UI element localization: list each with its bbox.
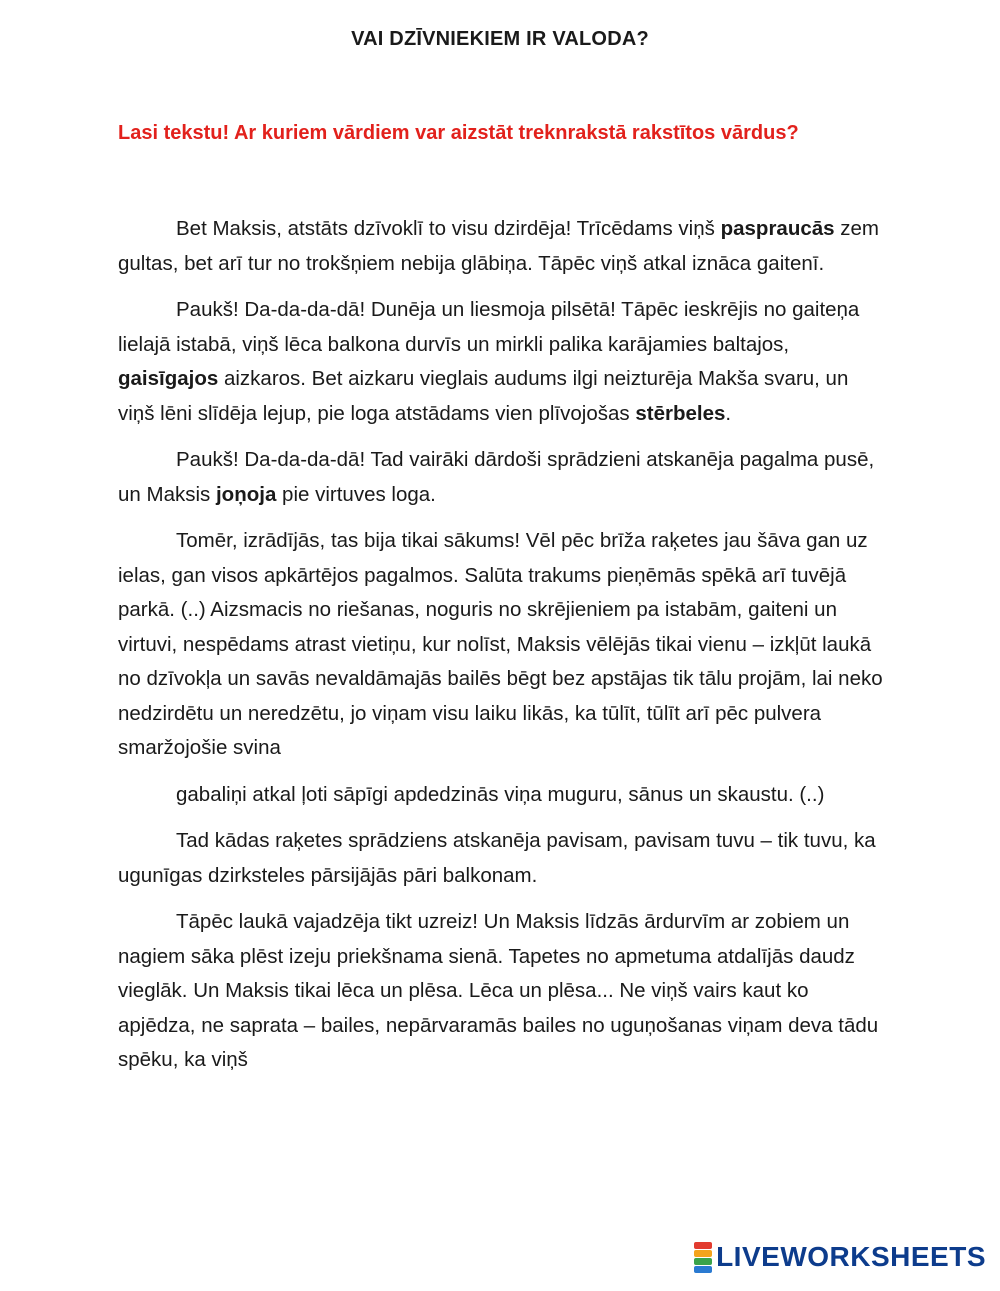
instruction-text: Lasi tekstu! Ar kuriem vārdiem var aizstāt treknrakstā rakstītos vārdus? [118, 122, 799, 144]
story-text [118, 212, 886, 1090]
paragraph-5: gabaliņi atkal ļoti sāpīgi apdedzinās viņa muguru, sānus un skaustu. (..) [176, 782, 825, 806]
paragraph-6: Tad kādas raķetes sprādziens atskanēja pavisam, pavisam tuvu – tik tuvu, ka ugunīgas dzirksteles pārsijājās pāri balkonam. [118, 829, 876, 887]
page-title: VAI DZĪVNIEKIEM IR VALODA? [351, 28, 649, 50]
paragraph-4: Tomēr, izrādījās, tas bija tikai sākums! Vēl pēc brīža raķetes jau šāva gan uz ielas, gan visos apkārtējos pagalmos. Salūta trakums pieņēmās spēkā arī tuvējā parkā. (..) Aizsmacis no riešanas, noguris no skrējieniem pa istabām, gaiteni un virtuvi, nespēdams atrast vietiņu, kur nolīst, Maksis vēlējās tikai vienu – izkļūt laukā no dzīvokļa un savās nevaldāmajās bailēs bēgt bez apstājas tik tālu projām, lai neko nedzirdētu un neredzētu, jo viņam visu laiku likās, ka tūlīt, tūlīt arī pēc pulvera smaržojošie svina [118, 529, 883, 759]
liveworksheets-logo-icon [694, 1242, 712, 1273]
paragraph-7: Tāpēc laukā vajadzēja tikt uzreiz! Un Maksis līdzās ārdurvīm ar zobiem un nagiem sāka plēst izeju priekšnama sienā. Tapetes no apmetuma atdalījās daudz vieglāk. Un Maksis tikai lēca un plēsa. Lēca un plēsa... Ne viņš vairs kaut ko apjēdza, ne saprata – bailes, nepārvaramās bailes no uguņošanas viņam deva tādu spēku, ka viņš [118, 910, 879, 1071]
paragraph-3: Paukš! Da-da-da-dā! Tad vairāki dārdoši sprādzieni atskanēja pagalma pusē, un Maksis joņoja pie virtuves loga. [118, 448, 875, 506]
paragraph-2: Paukš! Da-da-da-dā! Dunēja un liesmoja pilsētā! Tāpēc ieskrējis no gaiteņa lielajā istabā, viņš lēca balkona durvīs un mirkli palika karājamies baltajos, gaisīgajos aizkaros. Bet aizkaru vieglais audums ilgi neizturēja Makša svaru, un viņš lēni slīdēja lejup, pie loga atstādams vien plīvojošas stērbeles. [118, 298, 860, 425]
liveworksheets-logo [694, 1237, 986, 1277]
bold-word: joņoja [215, 482, 277, 506]
bold-word: stērbeles [635, 401, 726, 425]
logo-text: LIVEWORKSHEETS [716, 1241, 986, 1272]
paragraph-1: Bet Maksis, atstāts dzīvoklī to visu dzirdēja! Trīcēdams viņš paspraucās zem gultas, bet arī tur no trokšņiem nebija glābiņa. Tāpēc viņš atkal iznāca gaitenī. [118, 217, 879, 275]
bold-word: gaisīgajos [118, 367, 219, 390]
bold-word: paspraucās [720, 217, 835, 240]
